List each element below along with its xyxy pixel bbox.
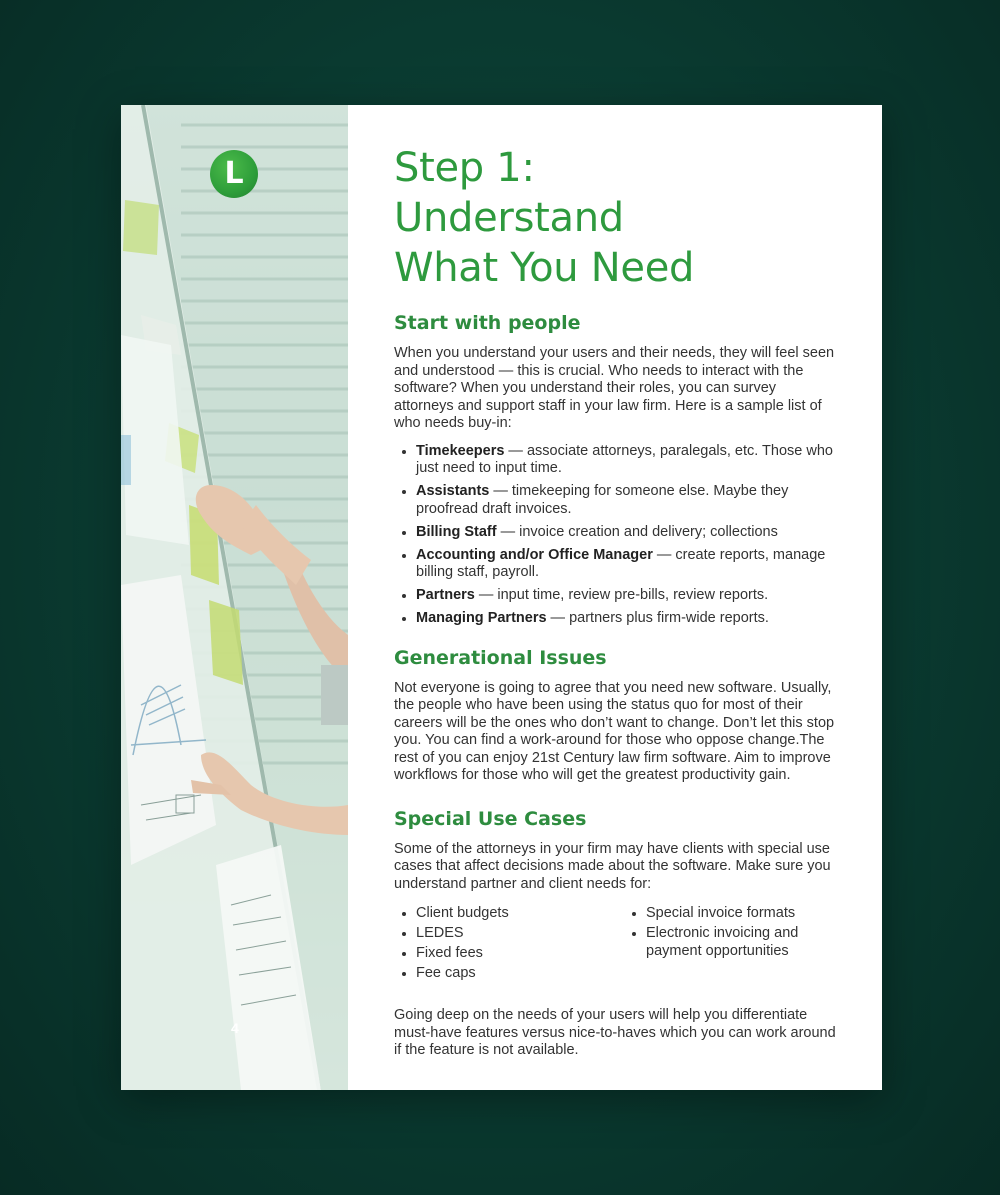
role-term: Timekeepers bbox=[416, 442, 505, 459]
role-term: Managing Partners bbox=[416, 610, 547, 626]
brochure-page bbox=[121, 105, 882, 1090]
role-term: Accounting and/or Office Manager bbox=[416, 546, 653, 563]
list-item: Special invoice formats bbox=[624, 905, 824, 923]
list-item bbox=[394, 524, 839, 542]
section-heading-special: Special Use Cases bbox=[394, 807, 587, 830]
title-line-1: Step 1: bbox=[394, 145, 535, 191]
title-line-3: What You Need bbox=[394, 245, 695, 291]
role-term: Assistants bbox=[416, 483, 490, 499]
list-item: LEDES bbox=[394, 925, 624, 943]
logo-icon: L bbox=[210, 150, 258, 198]
closing-paragraph: Going deep on the needs of your users will help you differentiate must-have features versus nice-to-haves which you can work around if the feature is not available. bbox=[394, 1007, 836, 1058]
list-item: Fee caps bbox=[394, 965, 624, 983]
role-desc: — associate attorneys, paralegals, etc. Those who just need to input time. bbox=[416, 442, 833, 476]
role-desc: — input time, review pre-bills, review reports. bbox=[474, 587, 769, 603]
special-intro: Some of the attorneys in your firm may have clients with special use cases that affect decisions made about the software. Make sure you understand partner and client needs for: bbox=[394, 840, 831, 892]
list-item bbox=[394, 483, 839, 518]
role-desc: — create reports, manage billing staff, payroll. bbox=[416, 546, 826, 580]
main-content bbox=[394, 143, 839, 1060]
role-desc: — partners plus firm-wide reports. bbox=[546, 610, 769, 626]
list-item: Electronic invoicing and payment opportunities bbox=[624, 925, 824, 960]
list-item: Client budgets bbox=[394, 905, 624, 923]
page-title bbox=[394, 143, 839, 293]
page-number: 4 bbox=[231, 1020, 239, 1036]
role-desc: — timekeeping for someone else. Maybe they proofread draft invoices. bbox=[416, 483, 789, 517]
needs-columns bbox=[394, 905, 839, 985]
list-item bbox=[394, 443, 839, 478]
role-term: Billing Staff bbox=[416, 523, 497, 540]
generational-body: Not everyone is going to agree that you need new software. Usually, the people who have been using the status quo for most of their careers will be the ones who don’t want to change. Don’t let this stop you. You can find a work-around for those who oppose change.The rest of you can enjoy 21st Century law firm software. Aim to improve workflows for those who will get the greatest productivity gain. bbox=[394, 679, 835, 783]
list-item: Fixed fees bbox=[394, 945, 624, 963]
section-heading-people: Start with people bbox=[394, 312, 581, 334]
people-intro: When you understand your users and their needs, they will feel seen and understood — this is crucial. Who needs to interact with the software? When you understand their roles, you can survey attorneys and support staff in your law firm. Here is a sample list of who needs buy-in: bbox=[394, 345, 835, 431]
role-term: Partners bbox=[416, 587, 475, 603]
roles-list bbox=[394, 443, 839, 628]
photo-illustration bbox=[121, 105, 348, 1090]
title-line-2: Understand bbox=[394, 195, 624, 241]
list-item bbox=[394, 587, 839, 605]
needs-list-left bbox=[394, 905, 624, 985]
whiteboard-photo bbox=[121, 105, 348, 1090]
section-heading-generational: Generational Issues bbox=[394, 646, 607, 669]
role-desc: — invoice creation and delivery; collections bbox=[496, 523, 778, 540]
needs-list-right bbox=[624, 905, 824, 985]
list-item bbox=[394, 610, 839, 628]
list-item bbox=[394, 547, 839, 582]
